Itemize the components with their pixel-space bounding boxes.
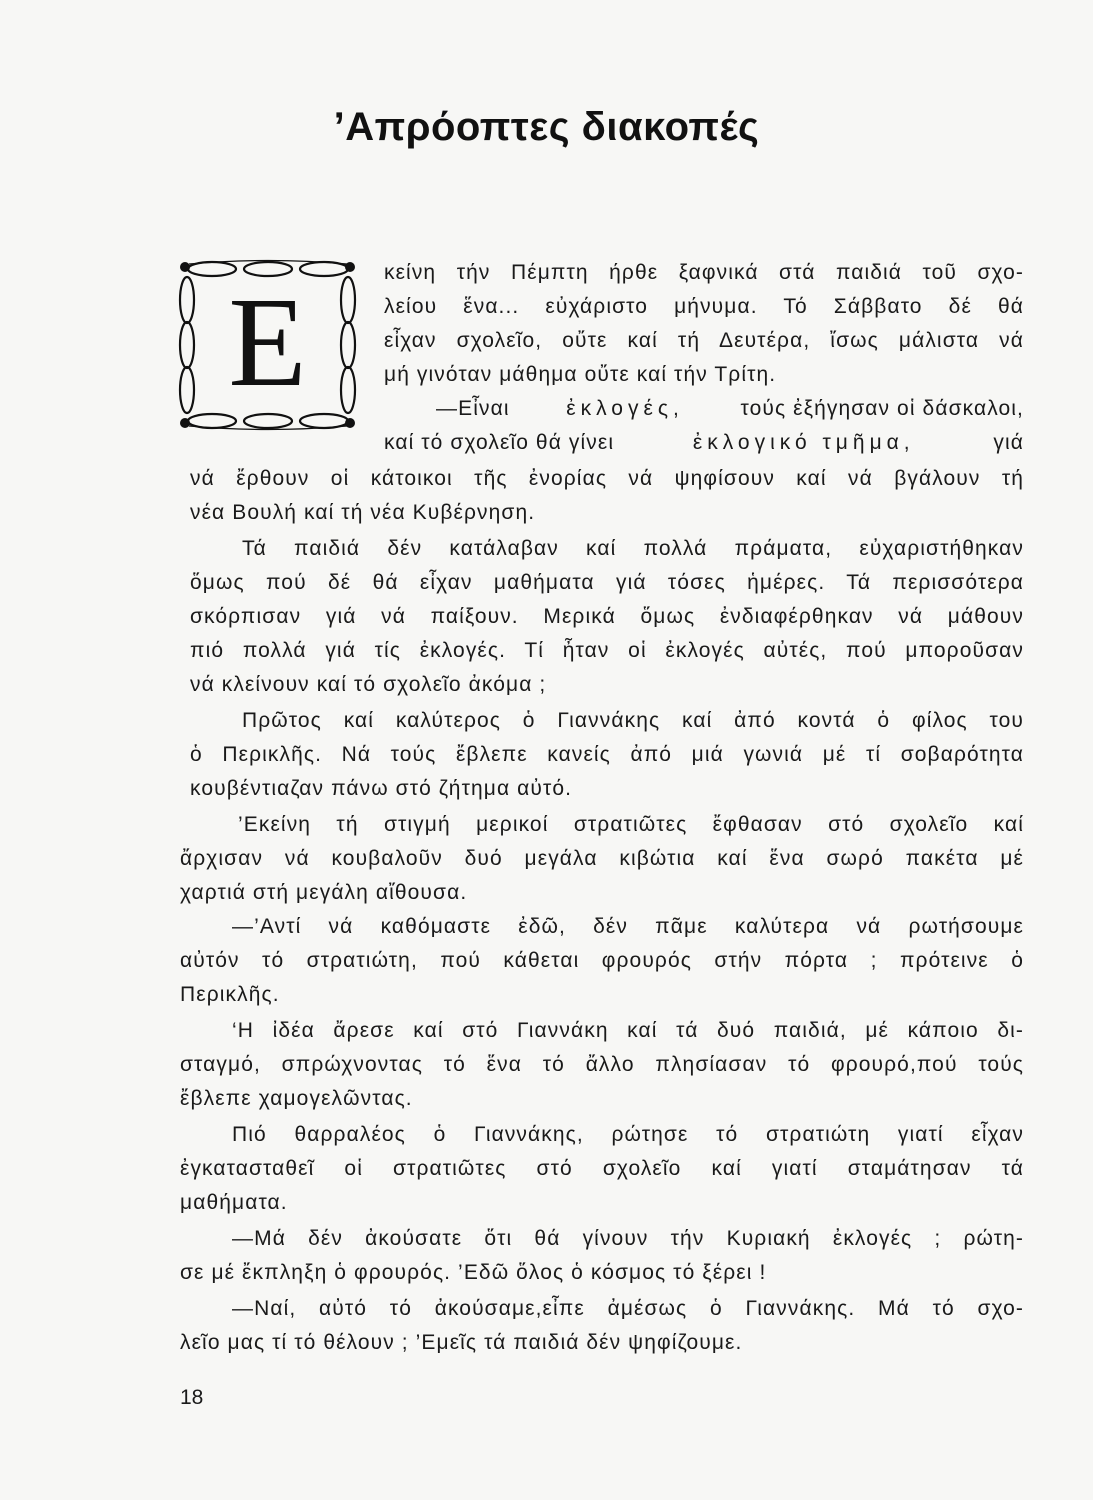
- text-segment: γιά: [993, 431, 1024, 454]
- text-line: νά κλείνουν καί τό σχολεῖο ἀκόμα ;: [190, 673, 547, 696]
- text-line: κουβέντιαζαν πάνω στό ζήτημα αὐτό.: [190, 777, 573, 800]
- text-line: Τά παιδιά δέν κατάλαβαν καί πολλά πράματα, εὐχαριστήθηκαν: [242, 537, 1024, 560]
- text-line: νέα Βουλή καί τή νέα Κυβέρνηση.: [190, 501, 536, 524]
- text-line: σταγμό, σπρώχνοντας τό ἕνα τό ἄλλο πλησίασαν τό φρουρό,πού τούς: [180, 1053, 1024, 1076]
- text-line: ’Εκείνη τή στιγμή μερικοί στρατιῶτες ἔφθασαν στό σχολεῖο καί: [238, 813, 1024, 836]
- text-line: Περικλῆς.: [180, 983, 280, 1006]
- text-segment: —Εἶναι: [436, 397, 510, 420]
- text-segment: τούς ἐξήγησαν οἱ δάσκαλοι,: [740, 397, 1024, 420]
- text-line: νά ἔρθουν οἱ κάτοικοι τῆς ἐνορίας νά ψηφίσουν καί νά βγάλουν τή: [190, 467, 1024, 490]
- text-line: Πιό θαρραλέος ὁ Γιαννάκης, ρώτησε τό στρατιώτη γιατί εἶχαν: [232, 1123, 1024, 1146]
- chapter-title: ’Απρόοπτες διακοπές: [333, 105, 760, 149]
- text-line: εἶχαν σχολεῖο, οὔτε καί τή Δευτέρα, ἴσως μάλιστα νά: [384, 329, 1024, 352]
- text-line: λεῖο μας τί τό θέλουν ; ’Εμεῖς τά παιδιά δέν ψηφίζουμε.: [180, 1331, 743, 1354]
- text-line: αὐτόν τό στρατιώτη, πού κάθεται φρουρός στήν πόρτα ; πρότεινε ὁ: [180, 949, 1024, 972]
- text-line: —Ναί, αὐτό τό ἀκούσαμε,εἶπε ἀμέσως ὁ Γιαννάκης. Μά τό σχο-: [232, 1297, 1024, 1320]
- text-line: κείνη τήν Πέμπτη ήρθε ξαφνικά στά παιδιά τοῦ σχο-: [384, 261, 1024, 284]
- text-line: πιό πολλά γιά τίς ἐκλογές. Τί ἦταν οἱ ἐκλογές αὐτές, πού μποροῦσαν: [190, 639, 1024, 662]
- emphasized-word: ἐκλογές,: [566, 397, 684, 420]
- text-line: χαρτιά στή μεγάλη αἴθουσα.: [180, 881, 468, 904]
- text-line: ἐγκατασταθεῖ οἱ στρατιῶτες στό σχολεῖο καί γιατί σταμάτησαν τά: [180, 1157, 1024, 1180]
- text-line: σε μέ ἔκπληξη ὁ φρουρός. ’Εδῶ ὅλος ὁ κόσμος τό ξέρει !: [180, 1261, 767, 1284]
- text-line: σκόρπισαν γιά νά παίξουν. Μερικά ὅμως ἐνδιαφέρθηκαν νά μάθουν: [190, 605, 1024, 628]
- text-line: μή γινόταν μάθημα οὔτε καί τήν Τρίτη.: [384, 363, 777, 386]
- text-line: ‘Η ἰδέα ἄρεσε καί στό Γιαννάκη καί τά δυό παιδιά, μέ κάποιο δι-: [232, 1019, 1024, 1042]
- text-line: μαθήματα.: [180, 1191, 288, 1214]
- text-line: ἔβλεπε χαμογελῶντας.: [180, 1087, 413, 1110]
- drop-cap-letter: Ε: [228, 271, 307, 413]
- text-line: [384, 430, 1024, 456]
- text-line: ὁ Περικλῆς. Νά τούς ἔβλεπε κανείς ἀπό μιά γωνιά μέ τί σοβαρότητα: [190, 743, 1024, 766]
- text-line: —’Αντί νά καθόμαστε ἐδῶ, δέν πᾶμε καλύτερα νά ρωτήσουμε: [232, 915, 1024, 938]
- page-number: 18: [180, 1386, 204, 1409]
- text-line: ἄρχισαν νά κουβαλοῦν δυό μεγάλα κιβώτια καί ἕνα σωρό πακέτα μέ: [180, 847, 1024, 870]
- ornamental-drop-cap: [175, 255, 360, 435]
- text-line: λείου ἕνα... εὐχάριστο μήνυμα. Τό Σάββατο δέ θά: [384, 295, 1024, 318]
- text-line: ὅμως πού δέ θά εἶχαν μαθήματα γιά τόσες ἡμέρες. Τά περισσότερα: [190, 571, 1024, 594]
- text-line: —Μά δέν ἀκούσατε ὅτι θά γίνουν τήν Κυριακή ἐκλογές ; ρώτη-: [232, 1227, 1024, 1250]
- text-line: Πρῶτος καί καλύτερος ὁ Γιαννάκης καί ἀπό κοντά ὁ φίλος του: [242, 709, 1024, 732]
- text-line: [436, 396, 1024, 422]
- text-segment: καί τό σχολεῖο θά γίνει: [384, 431, 615, 454]
- emphasized-word: ἐκλογικό τμῆμα,: [692, 431, 915, 454]
